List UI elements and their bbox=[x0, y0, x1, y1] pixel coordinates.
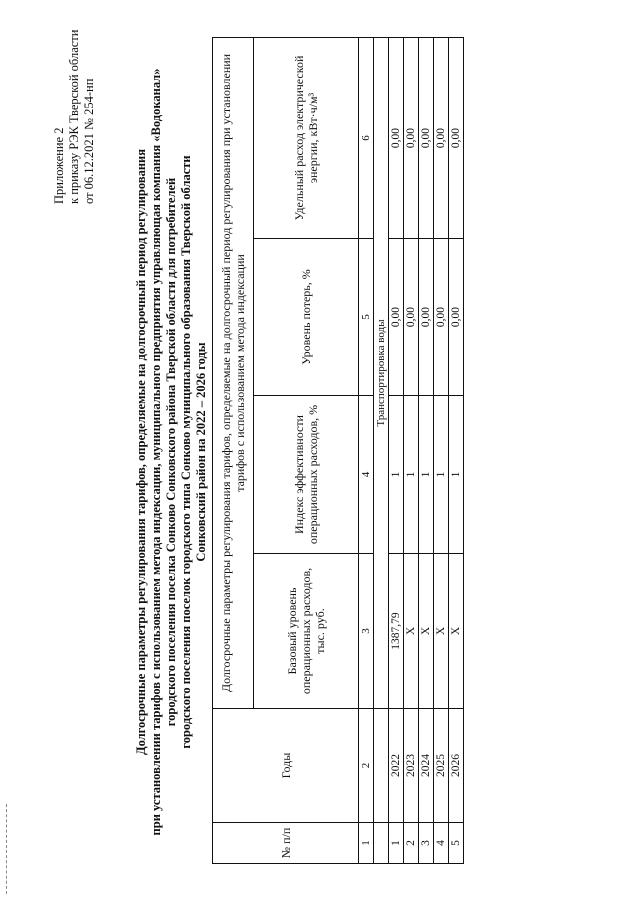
row-number: 2 bbox=[404, 823, 419, 864]
row-base-level: Х bbox=[404, 554, 419, 709]
scan-edge-line bbox=[6, 804, 7, 894]
row-year: 2026 bbox=[449, 709, 464, 823]
title-line-1: Долгосрочные параметры регулирования тарифов, определяемые на долгосрочный период регулирования bbox=[134, 149, 148, 756]
tariff-parameters-table bbox=[212, 37, 464, 864]
row-loss-level: 0,00 bbox=[419, 239, 434, 396]
row-energy-consumption: 0,00 bbox=[434, 37, 449, 238]
title-line-5: Сонковский район на 2022 – 2026 годы bbox=[194, 342, 208, 562]
row-loss-level: 0,00 bbox=[389, 239, 404, 396]
column-number: 3 bbox=[359, 554, 374, 709]
column-number: 1 bbox=[359, 823, 374, 864]
table-row bbox=[419, 37, 434, 863]
title-line-2: при установлении тарифов с использованием метода индексации, муниципального предприятия управляющая компания «Водоканал» bbox=[149, 68, 163, 836]
document-title bbox=[134, 40, 209, 864]
row-number: 5 bbox=[449, 823, 464, 864]
row-efficiency-index: 1 bbox=[389, 396, 404, 554]
row-energy-consumption: 0,00 bbox=[449, 37, 464, 238]
row-base-level: Х bbox=[434, 554, 449, 709]
row-efficiency-index: 1 bbox=[449, 396, 464, 554]
column-number: 2 bbox=[359, 709, 374, 823]
row-efficiency-index: 1 bbox=[434, 396, 449, 554]
header-number: № п/п bbox=[213, 823, 359, 864]
row-year: 2024 bbox=[419, 709, 434, 823]
row-loss-level: 0,00 bbox=[449, 239, 464, 396]
row-loss-level: 0,00 bbox=[434, 239, 449, 396]
header-row-group bbox=[213, 37, 254, 863]
header-group: Долгосрочные параметры регулирования тарифов, определяемые на долгосрочный период регулирования при установлении тарифов с использованием метода индексации bbox=[213, 37, 254, 708]
row-base-level: 1387,79 bbox=[389, 554, 404, 709]
appendix-order: к приказу РЭК Тверской области bbox=[67, 29, 81, 204]
row-energy-consumption: 0,00 bbox=[404, 37, 419, 238]
header-loss-level: Уровень потерь, % bbox=[254, 239, 359, 396]
row-loss-level: 0,00 bbox=[404, 239, 419, 396]
row-efficiency-index: 1 bbox=[419, 396, 434, 554]
column-number: 5 bbox=[359, 239, 374, 396]
row-efficiency-index: 1 bbox=[404, 396, 419, 554]
table-row bbox=[434, 37, 449, 863]
row-number: 1 bbox=[389, 823, 404, 864]
appendix-block bbox=[52, 4, 97, 204]
appendix-date: от 06.12.2021 № 254-нп bbox=[82, 78, 96, 204]
header-energy-consumption: Удельный расход электрической энергии, кВт·ч/м³ bbox=[254, 37, 359, 238]
appendix-title: Приложение 2 bbox=[52, 127, 66, 204]
row-base-level: Х bbox=[449, 554, 464, 709]
row-number: 3 bbox=[419, 823, 434, 864]
row-year: 2022 bbox=[389, 709, 404, 823]
section-empty-cell bbox=[374, 823, 389, 864]
row-base-level: Х bbox=[419, 554, 434, 709]
header-base-level: Базовый уровень операционных расходов, тыс. руб. bbox=[254, 554, 359, 709]
table-row bbox=[389, 37, 404, 863]
title-line-3: городского поселения поселка Сонково Сонковского района Тверской области для потребителей bbox=[164, 177, 178, 727]
section-title: Транспортировка воды bbox=[374, 37, 389, 708]
title-line-4: городского поселения поселок городского типа Сонково муниципального образования Тверской области bbox=[179, 155, 193, 749]
header-years: Годы bbox=[213, 709, 359, 823]
column-number: 6 bbox=[359, 37, 374, 238]
column-number-row bbox=[359, 37, 374, 863]
row-energy-consumption: 0,00 bbox=[419, 37, 434, 238]
header-efficiency-index: Индекс эффективности операционных расходов, % bbox=[254, 396, 359, 554]
row-year: 2025 bbox=[434, 709, 449, 823]
table-row bbox=[449, 37, 464, 863]
section-row bbox=[374, 37, 389, 863]
section-empty-cell bbox=[374, 709, 389, 823]
column-number: 4 bbox=[359, 396, 374, 554]
table-row bbox=[404, 37, 419, 863]
row-year: 2023 bbox=[404, 709, 419, 823]
row-energy-consumption: 0,00 bbox=[389, 37, 404, 238]
row-number: 4 bbox=[434, 823, 449, 864]
